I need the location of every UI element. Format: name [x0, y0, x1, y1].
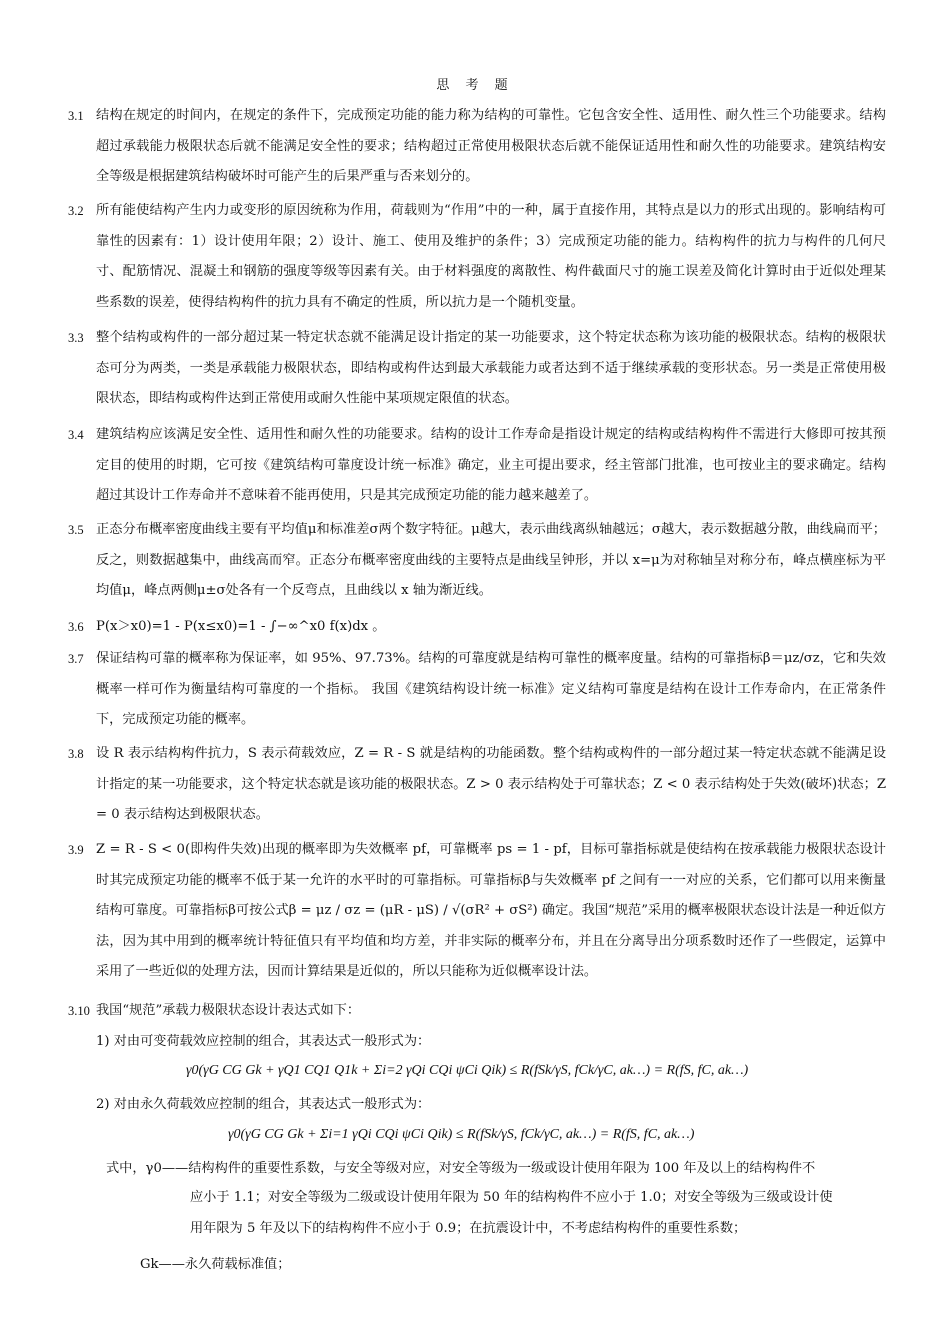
page-title: 思 考 题	[436, 78, 514, 93]
question-3-8	[68, 739, 886, 831]
case-2-text: 2) 对由永久荷载效应控制的组合，其表达式一般形式为：	[96, 1097, 431, 1112]
question-number: 3.8	[68, 747, 84, 761]
question-number: 3.2	[68, 204, 84, 218]
question-number: 3.3	[68, 331, 84, 345]
question-answer: 正态分布概率密度曲线主要有平均值μ和标准差σ两个数字特征。μ越大，表示曲线离纵轴越远；σ越大，表示数据越分散，曲线扁而平；反之，则数据越集中，曲线高而窄。正态分布概率密度曲线的主要特点是曲线呈钟形，并以 x=μ为对称轴呈对称分布，峰点横座标为平均值μ，峰点两侧μ±σ处各有一个反弯点，且曲线以 x 轴为渐近线。	[96, 522, 886, 598]
question-3-5	[68, 515, 886, 607]
question-number: 3.10	[68, 1004, 90, 1018]
question-3-6	[68, 612, 886, 643]
question-3-10	[68, 996, 886, 1027]
formula-permanent-control: γ0(γG CG Gk + Σi=1 γQi CQi ψCi Qik) ≤ R(fSk/γS, fCk/γC, ak…) = R(fS, fC, ak…)	[228, 1127, 695, 1142]
question-answer: 所有能使结构产生内力或变形的原因统称为作用，荷载则为“作用”中的一种，属于直接作用，其特点是以力的形式出现的。影响结构可靠性的因素有：1）设计使用年限；2）设计、施工、使用及维护的条件；3）完成预定功能的能力。结构构件的抗力与构件的几何尺寸、配筋情况、混凝土和钢筋的强度等级等因素有关。由于材料强度的离散性、构件截面尺寸的施工误差及简化计算时由于近似处理某些系数的误差，使得结构构件的抗力具有不确定的性质，所以抗力是一个随机变量。	[96, 203, 886, 310]
question-3-1	[68, 101, 886, 193]
question-answer: 建筑结构应该满足安全性、适用性和耐久性的功能要求。结构的设计工作寿命是指设计规定的结构或结构构件不需进行大修即可按其预定目的使用的时期，它可按《建筑结构可靠度设计统一标准》确定，业主可提出要求，经主管部门批准，也可按业主的要求确定。结构超过其设计工作寿命并不意味着不能再使用，只是其完成预定功能的能力越来越差了。	[96, 427, 886, 503]
question-3-7	[68, 644, 886, 736]
question-number: 3.4	[68, 428, 84, 442]
question-answer: Z = R - S < 0(即构件失效)出现的概率即为失效概率 pf，可靠概率 ps = 1 - pf，目标可靠指标就是使结构在按承载能力极限状态设计时其完成预定功能的概率不低于某一允许的水平时的可靠指标。可靠指标β与失效概率 pf 之间有一一对应的关系，它们都可以用来衡量结构可靠度。可靠指标β可按公式β = μz / σz = (μR - μS) / √(σR² + σS²) 确定。我国“规范”采用的概率极限状态设计法是一种近似方法，因为其中用到的概率统计特征值只有平均值和均方差，并非实际的概率分布，并且在分离导出分项系数时还作了一些假定，运算中采用了一些近似的处理方法，因而计算结果是近似的，所以只能称为近似概率设计法。	[96, 842, 886, 979]
formula-variable-control: γ0(γG CG Gk + γQ1 CQ1 Q1k + Σi=2 γQi CQi ψCi Qik) ≤ R(fSk/γS, fCk/γC, ak…) = R(fS, fC, ak…)	[186, 1063, 749, 1078]
question-number: 3.6	[68, 620, 84, 634]
question-3-4	[68, 420, 886, 512]
question-number: 3.7	[68, 652, 84, 666]
question-answer: P(x＞x0)=1 - P(x≤x0)=1 - ∫−∞^x0 f(x)dx 。	[96, 619, 386, 634]
where-line-1: 式中，γ0——结构构件的重要性系数，与安全等级对应，对安全等级为一级或设计使用年限为 100 年及以上的结构构件不	[106, 1161, 816, 1176]
question-3-9	[68, 835, 886, 988]
question-number: 3.1	[68, 109, 84, 123]
where-line-2: 应小于 1.1；对安全等级为二级或设计使用年限为 50 年的结构构件不应小于 1.0；对安全等级为三级或设计使	[190, 1190, 833, 1205]
where-line-3: 用年限为 5 年及以下的结构构件不应小于 0.9；在抗震设计中，不考虑结构构件的重要性系数；	[190, 1221, 747, 1236]
case-1-text: 1) 对由可变荷载效应控制的组合，其表达式一般形式为：	[96, 1034, 431, 1049]
question-answer: 整个结构或构件的一部分超过某一特定状态就不能满足设计指定的某一功能要求，这个特定状态称为该功能的极限状态。结构的极限状态可分为两类，一类是承载能力极限状态，即结构或构件达到最大承载能力或者达到不适于继续承载的变形状态。另一类是正常使用极限状态，即结构或构件达到正常使用或耐久性能中某项规定限值的状态。	[96, 330, 886, 406]
question-number: 3.9	[68, 843, 84, 857]
question-3-3	[68, 323, 886, 415]
gk-definition: Gk——永久荷载标准值；	[140, 1257, 291, 1272]
question-intro: 我国“规范”承载力极限状态设计表达式如下：	[96, 1003, 361, 1018]
question-answer: 保证结构可靠的概率称为保证率，如 95%、97.73%。结构的可靠度就是结构可靠性的概率度量。结构的可靠指标β＝μz/σz，它和失效概率一样可作为衡量结构可靠度的一个指标。 我国《建筑结构设计统一标准》定义结构可靠度是结构在设计工作寿命内，在正常条件下，完成预定功能的概率。	[96, 651, 886, 727]
question-answer: 设 R 表示结构构件抗力，S 表示荷载效应，Z = R - S 就是结构的功能函数。整个结构或构件的一部分超过某一特定状态就不能满足设计指定的某一功能要求，这个特定状态就是该功能的极限状态。Z > 0 表示结构处于可靠状态；Z < 0 表示结构处于失效(破坏)状态；Z = 0 表示结构达到极限状态。	[96, 746, 886, 822]
question-number: 3.5	[68, 523, 84, 537]
question-3-2	[68, 196, 886, 318]
question-answer: 结构在规定的时间内，在规定的条件下，完成预定功能的能力称为结构的可靠性。它包含安全性、适用性、耐久性三个功能要求。结构超过承载能力极限状态后就不能满足安全性的要求；结构超过正常使用极限状态后就不能保证适用性和耐久性的功能要求。建筑结构安全等级是根据建筑结构破坏时可能产生的后果严重与否来划分的。	[96, 108, 886, 184]
